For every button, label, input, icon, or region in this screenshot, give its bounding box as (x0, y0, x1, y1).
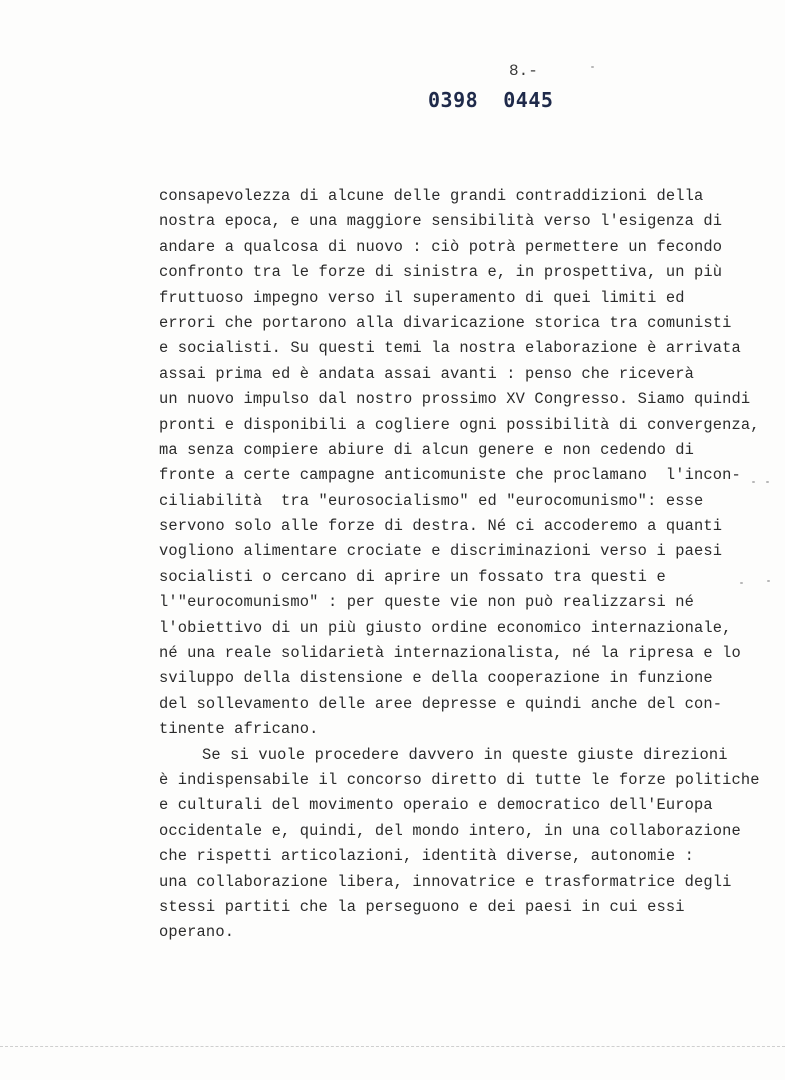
archive-stamp-number: 0398 0445 (428, 88, 554, 112)
text-line: nostra epoca, e una maggiore sensibilità verso l'esigenza di (159, 212, 723, 231)
text-line: e socialisti. Su questi temi la nostra elaborazione è arrivata (159, 339, 741, 358)
scan-speck (766, 481, 769, 483)
text-line: una collaborazione libera, innovatrice e trasformatrice degli (159, 872, 732, 891)
text-line: pronti e disponibili a cogliere ogni possibilità di convergenza, (159, 415, 760, 434)
text-line: errori che portarono alla divaricazione storica tra comunisti (159, 313, 732, 332)
text-line: è indispensabile il concorso diretto di tutte le forze politiche (159, 770, 760, 789)
text-line: e culturali del movimento operaio e democratico dell'Europa (159, 796, 713, 815)
text-line: operano. (159, 923, 235, 942)
text-line: tinente africano. (159, 720, 319, 739)
text-line: vogliono alimentare crociate e discriminazioni verso i paesi (159, 542, 723, 561)
text-line: fronte a certe campagne anticomuniste che proclamano l'incon- (159, 466, 741, 485)
scan-edge-line (0, 1046, 785, 1047)
scan-speck (591, 66, 594, 68)
scan-speck (767, 580, 770, 582)
text-line: né una reale solidarietà internazionalista, né la ripresa e lo (159, 644, 741, 663)
text-line: l'"eurocomunismo" : per queste vie non può realizzarsi né (159, 593, 694, 612)
text-line: del sollevamento delle aree depresse e quindi anche del con- (159, 694, 723, 713)
text-line: servono solo alle forze di destra. Né ci accoderemo a quanti (159, 517, 723, 536)
text-line: che rispetti articolazioni, identità diverse, autonomie : (159, 847, 694, 866)
text-line: l'obiettivo di un più giusto ordine economico internazionale, (159, 618, 732, 637)
text-line: occidentale e, quindi, del mondo intero, in una collaborazione (159, 821, 741, 840)
scan-speck (752, 481, 755, 483)
text-line: stessi partiti che la perseguono e dei paesi in cui essi (159, 897, 685, 916)
text-line: socialisti o cercano di aprire un fossato tra questi e (159, 567, 666, 586)
body-text (159, 184, 785, 946)
text-line: ma senza compiere abiure di alcun genere e non cedendo di (159, 440, 694, 459)
text-line: fruttuoso impegno verso il superamento di quei limiti ed (159, 288, 685, 307)
scan-speck (740, 582, 743, 584)
text-line: ciliabilità tra "eurosocialismo" ed "eurocomunismo": esse (159, 491, 704, 510)
text-line: sviluppo della distensione e della cooperazione in funzione (159, 669, 713, 688)
text-line: confronto tra le forze di sinistra e, in prospettiva, un più (159, 263, 723, 282)
text-line: assai prima ed è andata assai avanti : penso che riceverà (159, 364, 694, 383)
text-line: un nuovo impulso dal nostro prossimo XV Congresso. Siamo quindi (159, 390, 751, 409)
text-line: Se si vuole procedere davvero in queste giuste direzioni (202, 745, 728, 764)
text-line: consapevolezza di alcune delle grandi contraddizioni della (159, 187, 704, 205)
text-line: andare a qualcosa di nuovo : ciò potrà permettere un fecondo (159, 237, 723, 256)
page-number: 8.- (509, 62, 538, 80)
